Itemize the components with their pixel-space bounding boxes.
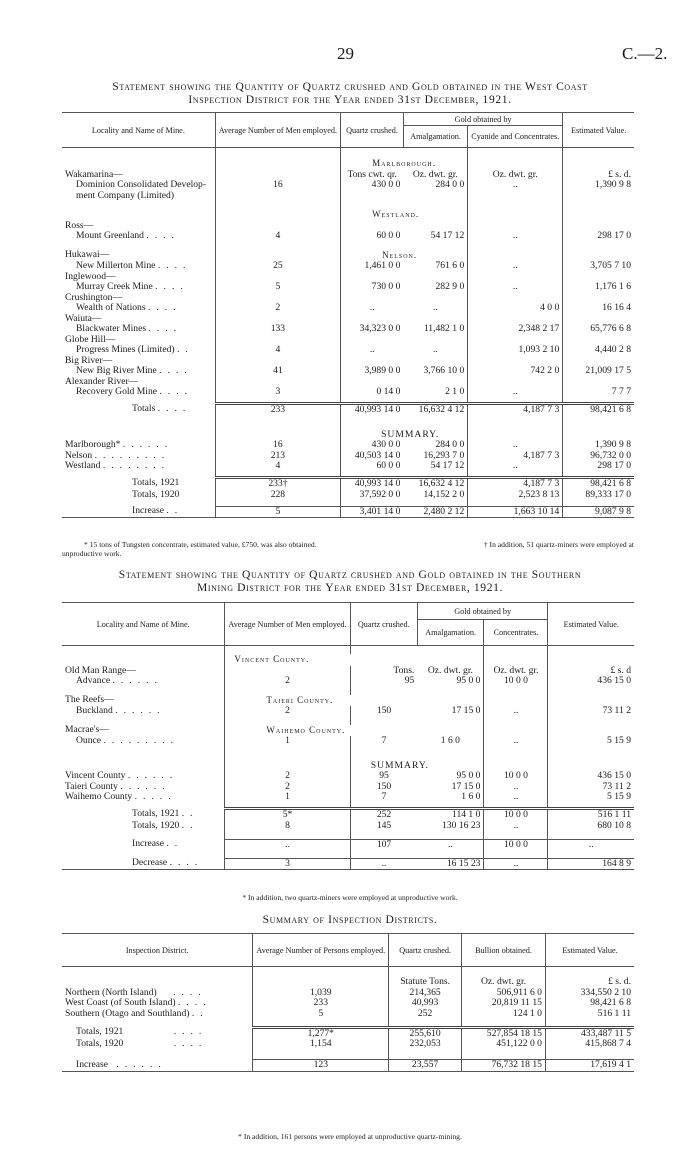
- page-number: 29: [337, 44, 354, 63]
- southern-title-line2: Mining District for the Year ended 31st December, 1921.: [197, 581, 503, 594]
- increase-row: Increase .. .. 107 .. 10 0 0 ..: [62, 839, 634, 850]
- unit-label: Statute Tons.: [389, 977, 462, 988]
- table-row: Advance ...... 2 95 95 0 0 10 0 0 436 15 0: [62, 676, 634, 687]
- col-header-amalgamation: Amalgamation.: [417, 620, 484, 646]
- table-row: Ounce ......... 1 7 1 6 0 .. 5 15 9: [62, 736, 634, 747]
- col-header-gold: Gold obtained by: [417, 603, 548, 620]
- decrease-row: Decrease .... 3 .. 16 15 23 .. 164 8 9: [62, 858, 634, 870]
- col-header-cyanide: Cyanide and Concentrates.: [468, 126, 563, 148]
- west-coast-title: [40, 80, 660, 106]
- table-row: Murray Creek Mine .... 5 730 0 0 282 9 0 .. 1,176 1 6: [62, 282, 634, 293]
- section-waihemo: Waihemo County.: [266, 724, 346, 735]
- col-header-men: Average Number of Men employed.: [225, 603, 350, 646]
- section-marlborough: Marlborough.: [372, 158, 436, 168]
- totals-row: Totals, 1920 .. 8 145 130 16 23 .. 680 10 8: [62, 821, 634, 832]
- col-header-value: Estimated Value.: [563, 113, 634, 148]
- section-nelson: Nelson.: [382, 249, 418, 260]
- col-header-quartz: Quartz crushed.: [389, 934, 462, 967]
- west-coast-table: Locality and Name of Mine. Average Number of Men employed. Quartz crushed. Gold obtained by Estimated Value. Amalgamation. Cyanide and Concentrates. Marlborough. Wakamarina— Tons cwt. qr. Oz. dwt. gr. Oz. dwt. gr. £ s. d. Dominion Consolidated Develop- 16 430 0 0 284 0 0 .. 1,390 9 8 ment Company (Limited) Westland. Ross— Mount Greenland .... 4 60 0 0 54 17 12 .. 298 17 0 Hukawai— Nelson. New Millerton Mine .... 25 1,461 0 0 761 6 0 .. 3,705 7 10 Inglewood— Murray Creek Mine .... 5 730 0 0 282 9 0 .. 1,176 1 6 Crushington— Wealth of Nations .... 2 .. .. 4 0 0 16 16 4 Waiuta— Blackwater Mines .... 133 34,323 0 0 11,482 1 0 2,348 2 17 65,776 6 8 Globe Hill— Progress Mines (Limited) .. 4 .. .. 1,093 2 10 4,440 2 8 Big River— New Big River Mine .... 41 3,989 0 0 3,766 10 0 742 2 0 21,009 17 5 Alexander River— Recovery Gold Mine .... 3 0 14 0 2 1 0 .. 7 7 7 Totals .... 233 40,993 14 0 16,632 4 12 4,187 7 3 98,421 6 8 SUMMARY. Marlborough* ...... 16 430 0 0 284 0 0 .. 1,390 9 8 Nelson ......... 213 40,503 14 0 16,293 7 0 4,187 7 3 96,732 0 0 Westland ........ 4 60 0 0 54 17 12 .. 298 17 0 Totals, 1921 233† 40,993 14 0 16,632 4 12 4,187 7 3 98,421 6 8 Totals, 1920 228 37,592 0 0 14,152 2 0 2,523 8 13 89,333 17 0 Increase .. 5 3,401 14 0 2,480 2 12 1,663 10 14 9,087 9 8: [62, 112, 634, 518]
- west-coast-title-line2: Inspection District for the Year ended 31st December, 1921.: [188, 93, 512, 106]
- southern-table: Locality and Name of Mine. Average Number of Men employed. Quartz crushed. Gold obtained by Estimated Value. Amalgamation. Concentrates. Vincent County. Old Man Range— Tons. Oz. dwt. gr. Oz. dwt. gr. £ s. d Advance ...... 2 95 95 0 0 10 0 0 436 15 0 The Reefs— Taieri County. Buckland ...... 2 150 17 15 0 .. 73 11 2 Macrae's— Waihemo County. Ounce ......... 1 7 1 6 0 .. 5 15 9 SUMMARY. Vincent County ...... 2 95 95 0 0 10 0 0 436 15 0 Taieri County ...... 2 150 17 15 0 .. 73 11 2 Waihemo County ..... 1 7 1 6 0 .. 5 15 9 Totals, 1921 .. 5* 252 114 1 0 10 0 0 516 1 11 Totals, 1920 .. 8 145 130 16 23 .. 680 10 8 Increase .. .. 107 .. 10 0 0 .. Decrease .... 3 .. 16 15 23 .. 164 8 9: [62, 602, 634, 870]
- table-row: Marlborough* ...... 16 430 0 0 284 0 0 .. 1,390 9 8: [62, 440, 634, 451]
- southern-title: [40, 568, 660, 594]
- unit-label: Oz. dwt. gr.: [427, 664, 473, 676]
- table-row: Recovery Gold Mine .... 3 0 14 0 2 1 0 .. 7 7 7: [62, 387, 634, 398]
- col-header-quartz: Quartz crushed.: [341, 113, 404, 148]
- west-coast-footnote: * 15 tons of Tungsten concentrate, estimated value, £750, was also obtained. † In addition, 51 quartz-miners were employed at unproductive work.: [62, 540, 634, 558]
- totals-row: Totals, 1921 .. 5* 252 114 1 0 10 0 0 516 1 11: [62, 809, 634, 821]
- col-header-value: Estimated Value.: [545, 934, 634, 967]
- col-header-men: Average Number of Men employed.: [215, 113, 340, 148]
- summary-footnote: * In addition, 161 persons were employed at unproductive quartz-mining.: [238, 1132, 462, 1141]
- col-header-gold: Gold obtained by: [403, 113, 562, 126]
- totals-row: Totals .... 233 40,993 14 0 16,632 4 12 4,187 7 3 98,421 6 8: [62, 404, 634, 416]
- unit-label: Tons cwt. qr.: [341, 170, 404, 181]
- table-row: Dominion Consolidated Develop- 16 430 0 0 284 0 0 .. 1,390 9 8: [62, 180, 634, 191]
- unit-label: £ s. d.: [545, 977, 634, 988]
- unit-label: Tons.: [350, 666, 417, 677]
- table-row: West Coast (of South Island) .... 233 40,993 20,819 11 15 98,421 6 8: [62, 998, 634, 1009]
- table-row: Blackwater Mines .... 133 34,323 0 0 11,482 1 0 2,348 2 17 65,776 6 8: [62, 324, 634, 335]
- col-header-value: Estimated Value.: [548, 603, 634, 646]
- col-header-concentrates: Concentrates.: [484, 620, 548, 646]
- table-row: Northern (North Island) .... 1,039 214,365 506,911 6 0 334,550 2 10: [62, 988, 634, 999]
- col-header-district: Inspection District.: [62, 934, 253, 967]
- section-taieri: Taieri County.: [266, 694, 334, 705]
- summary-heading: SUMMARY.: [341, 430, 468, 441]
- summary-districts-title: Summary of Inspection Districts.: [262, 913, 438, 926]
- west-coast-title-line1: Statement showing the Quantity of Quartz crushed and Gold obtained in the West Coast: [112, 80, 588, 93]
- col-header-bullion: Bullion obtained.: [462, 934, 546, 967]
- unit-label: Oz. dwt. gr.: [462, 977, 546, 988]
- locality-name: Wakamarina—: [65, 168, 123, 180]
- increase-row: Increase .. 5 3,401 14 0 2,480 2 12 1,663 10 14 9,087 9 8: [62, 506, 634, 518]
- table-row: Mount Greenland .... 4 60 0 0 54 17 12 .. 298 17 0: [62, 231, 634, 242]
- table-row: Wealth of Nations .... 2 .. .. 4 0 0 16 16 4: [62, 303, 634, 314]
- table-row: Waihemo County ..... 1 7 1 6 0 .. 5 15 9: [62, 792, 634, 803]
- col-header-amalgamation: Amalgamation.: [403, 126, 467, 148]
- table-row: Vincent County ...... 2 95 95 0 0 10 0 0 436 15 0: [62, 771, 634, 782]
- unit-label: Oz. dwt. gr.: [484, 666, 548, 677]
- table-row: New Big River Mine .... 41 3,989 0 0 3,766 10 0 742 2 0 21,009 17 5: [62, 366, 634, 377]
- totals-row: Totals, 1920 .... 1,154 232,053 451,122 0 0 415,868 7 4: [62, 1039, 634, 1050]
- unit-label: Oz. dwt. gr.: [412, 168, 458, 180]
- document-reference: C.—2.: [622, 44, 668, 63]
- table-row: Taieri County ...... 2 150 17 15 0 .. 73 11 2: [62, 782, 634, 793]
- table-row: Westland ........ 4 60 0 0 54 17 12 .. 298 17 0: [62, 461, 634, 472]
- col-header-locality: Locality and Name of Mine.: [62, 603, 225, 646]
- totals-row: Totals, 1921 .... 1,277* 255,610 527,854 18 15 433,487 11 5: [62, 1027, 634, 1039]
- unit-label: £ s. d: [548, 666, 634, 677]
- table-row: Nelson ......... 213 40,503 14 0 16,293 7 0 4,187 7 3 96,732 0 0: [62, 451, 634, 462]
- summary-heading: SUMMARY.: [350, 761, 484, 772]
- unit-label: Oz. dwt. gr.: [468, 170, 563, 181]
- increase-row: Increase ...... 123 23,557 76,732 18 15 17,619 4 1: [62, 1060, 634, 1072]
- col-header-locality: Locality and Name of Mine.: [62, 113, 215, 148]
- table-row: Progress Mines (Limited) .. 4 .. .. 1,093 2 10 4,440 2 8: [62, 345, 634, 356]
- col-header-quartz: Quartz crushed.: [350, 603, 417, 646]
- section-westland: Westland.: [372, 209, 420, 219]
- table-row: Buckland ...... 2 150 17 15 0 .. 73 11 2: [62, 706, 634, 717]
- southern-title-line1: Statement showing the Quantity of Quartz crushed and Gold obtained in the Southern: [118, 568, 582, 581]
- southern-footnote: * In addition, two quartz-miners were employed at unproductive work.: [242, 893, 458, 902]
- totals-row: Totals, 1920 228 37,592 0 0 14,152 2 0 2,523 8 13 89,333 17 0: [62, 490, 634, 501]
- table-row: Southern (Otago and Southland) .. 5 252 124 1 0 516 1 11: [62, 1009, 634, 1020]
- col-header-persons: Average Number of Persons employed.: [253, 934, 389, 967]
- unit-label: £ s. d.: [563, 170, 634, 181]
- totals-row: Totals, 1921 233† 40,993 14 0 16,632 4 12 4,187 7 3 98,421 6 8: [62, 478, 634, 490]
- table-row: New Millerton Mine .... 25 1,461 0 0 761 6 0 .. 3,705 7 10: [62, 261, 634, 272]
- section-vincent: Vincent County.: [234, 654, 310, 664]
- summary-districts-table: [62, 933, 634, 1072]
